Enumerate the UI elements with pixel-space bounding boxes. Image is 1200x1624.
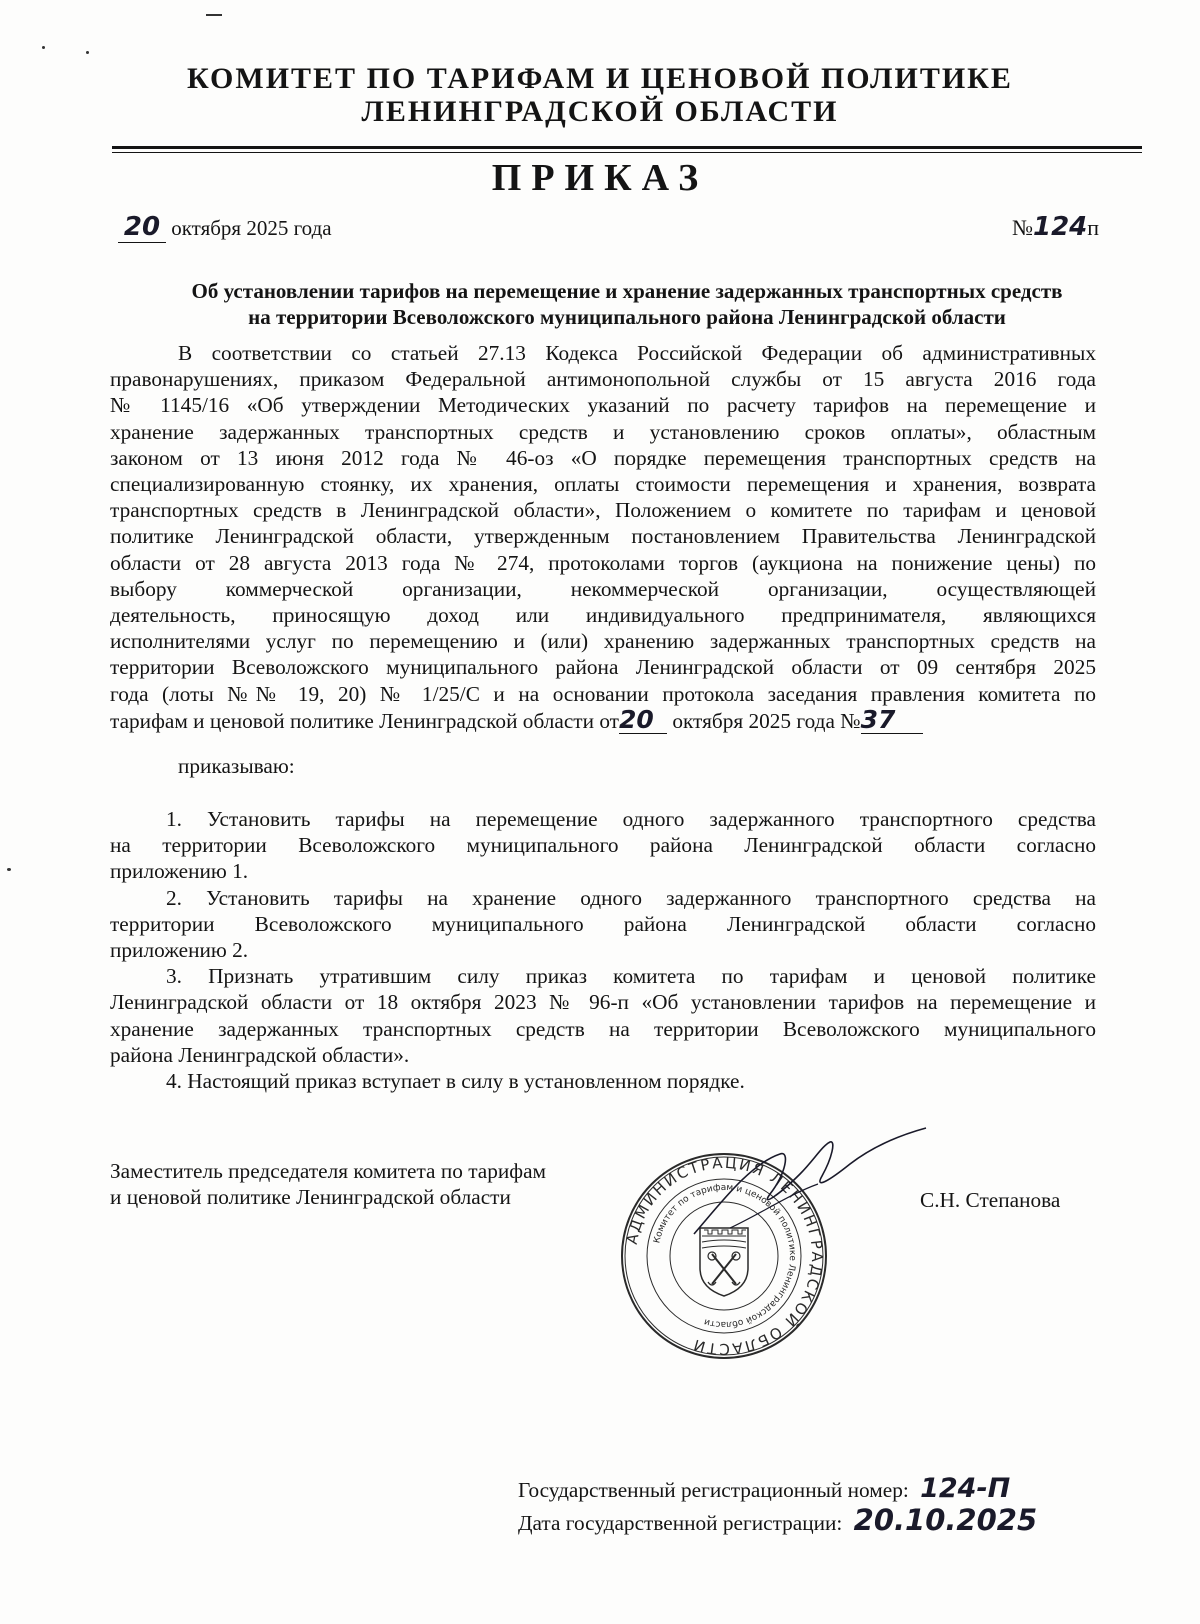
item-3-line: хранение задержанных транспортных средств на территории Всеволожского муниципального [110,1016,1096,1041]
preamble-last-line [110,704,1096,734]
document-date [118,212,332,243]
subject-line2: на территории Всеволожского муниципального района Ленинградской области [248,305,1006,329]
document-subject [112,278,1142,330]
preamble-line: правонарушениях, приказом Федеральной антимонопольной службы от 15 августа 2016 года [110,367,1096,392]
preamble-line: деятельность, приносящую доход или индивидуального предпринимателя, являющихся [110,603,1096,628]
header-rule-thick [112,146,1142,149]
committee-name-line1: КОМИТЕТ ПО ТАРИФАМ И ЦЕНОВОЙ ПОЛИТИКЕ [187,62,1013,95]
header-rule-thin [112,152,1142,153]
subject-line1: Об установлении тарифов на перемещение и хранение задержанных транспортных средств [191,279,1063,303]
registration-date-value: 20.10.2025 [853,1503,1038,1537]
preamble-line: политике Ленинградской области, утвержденным постановлением Правительства Ленинградской [110,524,1096,549]
preamble-line: территории Всеволожского муниципального района Ленинградской области от 09 сентября 2025 [110,655,1096,680]
preamble-line: транспортных средств в Ленинградской области», Положением о комитете по тарифам и ценовой [110,498,1096,523]
number-prefix: № [1012,215,1033,240]
protocol-number-handwritten: 37 [861,707,923,734]
item-4-last: 4. Настоящий приказ вступает в силу в установленном порядке. [166,1069,745,1094]
item-3-last: района Ленинградской области». [110,1042,410,1067]
preamble-last-mid: октября 2025 года № [672,708,861,733]
registration-block [518,1474,1037,1538]
preamble-line: В соответствии со статьей 27.13 Кодекса Российской Федерации об административных [178,341,1096,365]
preamble-line: законом от 13 июня 2012 года № 46-оз «О порядке перемещения транспортных средств на [110,445,1096,470]
svg-text:АДМИНИСТРАЦИЯ ЛЕНИНГРАДСКОЙ ОБ: АДМИНИСТРАЦИЯ ЛЕНИНГРАДСКОЙ ОБЛАСТИ [622,1153,827,1359]
scan-speck [42,46,45,49]
item-2-line: 2. Установить тарифы на хранение одного задержанного транспортного средства на [166,885,1096,910]
decree-items [110,806,1096,1094]
svg-text:Комитет по тарифам и ценовой п: Комитет по тарифам и ценовой политике Ленинградской области [652,1182,798,1330]
item-3-line: Ленинградской области от 18 октября 2023 № 96-п «Об установлении тарифов на перемещение и [110,990,1096,1015]
preamble-line: выбору коммерческой организации, некоммерческой организации, осуществляющей [110,576,1096,601]
registration-date-row [518,1505,1037,1538]
preamble-line: № 1145/16 «Об утверждении Методических указаний по расчету тарифов на перемещение и [110,393,1096,418]
scan-speck [7,868,11,871]
item-2-line: территории Всеволожского муниципального района Ленинградской области согласно [110,911,1096,936]
preamble-line: специализированную стоянку, их хранения, оплаты стоимости перемещения и хранения, возврата [110,472,1096,497]
item-1-last: приложению 1. [110,859,249,884]
preamble-last-text: тарифам и ценовой политике Ленинградской области от [110,708,619,733]
preamble-line: года (лоты №№ 19, 20) № 1/25/С и на основании протокола заседания правления комитета по [110,681,1096,706]
committee-name-line2: ЛЕНИНГРАДСКОЙ ОБЛАСТИ [361,95,839,128]
item-1-line: 1. Установить тарифы на перемещение одного задержанного транспортного средства [166,807,1096,831]
registration-number-label: Государственный регистрационный номер: [518,1478,909,1502]
signatory-name: С.Н. Степанова [920,1188,1061,1212]
signatory-position-line1: Заместитель председателя комитета по тарифам [110,1159,546,1183]
date-rest: октября 2025 года [171,216,332,240]
signatory-position [110,1158,546,1210]
document-number [1012,212,1099,242]
scan-mark [206,14,222,16]
item-1-line: на территории Всеволожского муниципального района Ленинградской области согласно [110,833,1096,858]
decree-word: приказываю: [178,754,295,778]
scan-speck [86,51,89,54]
number-suffix: п [1087,215,1100,240]
preamble-line: исполнителями услуг по перемещению и (или) хранению задержанных транспортных средств на [110,629,1096,654]
item-2-last: приложению 2. [110,938,249,963]
preamble-line: хранение задержанных транспортных средств и установлению сроков оплаты», областным [110,419,1096,444]
preamble-line: области от 28 августа 2013 года № 274, протоколами торгов (аукциона на понижение цены) по [110,550,1096,575]
date-day-handwritten: 20 [118,212,166,243]
document-title: ПРИКАЗ [491,157,709,199]
registration-number-value: 124-П [920,1473,1011,1504]
protocol-day-handwritten: 20 [619,707,667,734]
preamble [110,340,1096,734]
registration-date-label: Дата государственной регистрации: [518,1511,843,1535]
registration-number-row [518,1474,1037,1505]
signatory-position-line2: и ценовой политике Ленинградской области [110,1185,511,1209]
item-3-line: 3. Признать утратившим силу приказ комитета по тарифам и ценовой политике [166,964,1096,989]
handwritten-signature [690,1124,930,1254]
number-handwritten: 124 [1033,212,1088,242]
